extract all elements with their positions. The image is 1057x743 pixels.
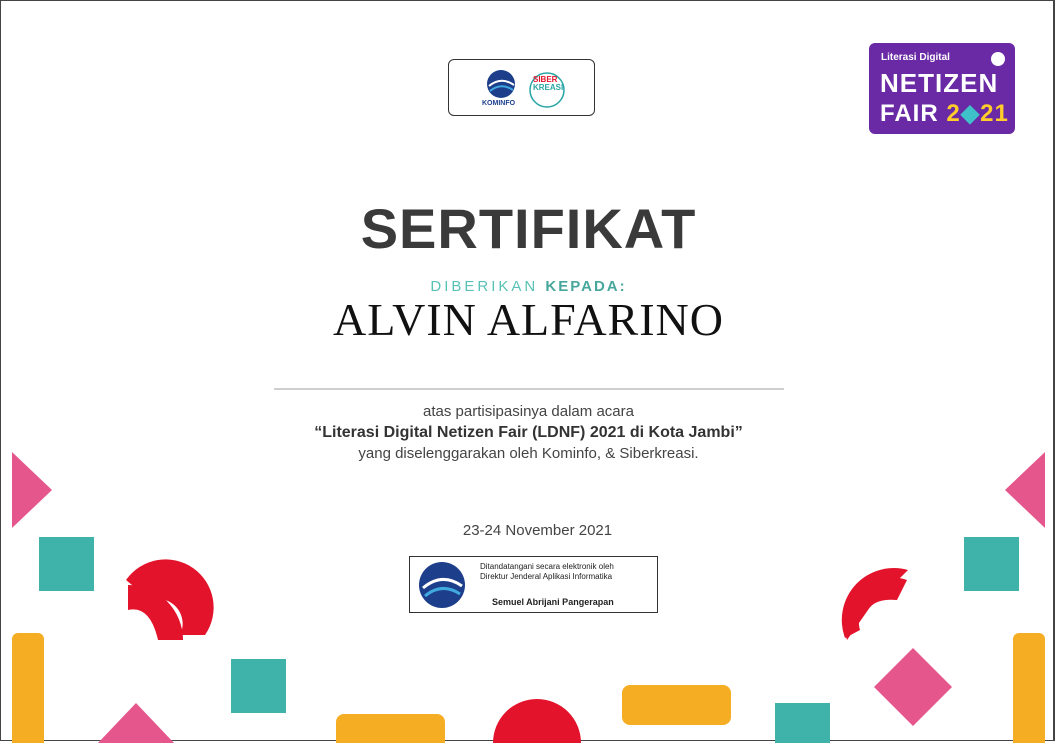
teal-square-right xyxy=(964,537,1019,591)
badge-subtitle: Literasi Digital xyxy=(881,52,950,63)
event-badge xyxy=(869,43,1015,134)
badge-year-b: 21 xyxy=(980,100,1009,127)
kominfo-label: KOMINFO xyxy=(482,100,516,107)
siberkreasi-logo xyxy=(533,76,563,92)
yellow-bar-right-edge xyxy=(1013,633,1045,743)
certificate-title: SERTIFIKAT xyxy=(360,197,697,260)
given-bold: KEPADA: xyxy=(545,278,627,295)
teal-square-left xyxy=(39,537,94,591)
red-semicircle-bottom xyxy=(493,699,581,743)
given-prefix: DIBERIKAN xyxy=(430,278,539,295)
badge-netizen: NETIZEN xyxy=(880,68,999,98)
signatory-name: Semuel Abrijani Pangerapan xyxy=(492,597,614,607)
signature-line-1: Ditandatangani secara elektronik oleh xyxy=(480,562,614,571)
teal-square-bottom-right xyxy=(775,703,830,743)
yellow-bar-left xyxy=(12,633,44,743)
badge-partner-icon xyxy=(991,52,1005,66)
pink-triangle-left xyxy=(12,452,52,528)
pink-triangle-bottom xyxy=(98,703,174,743)
recipient-name: ALVIN ALFARINO xyxy=(333,294,724,345)
yellow-bar-bottom xyxy=(336,714,445,743)
divider xyxy=(274,388,784,390)
pink-diamond-right xyxy=(874,648,952,726)
badge-year-a: 2 xyxy=(946,100,961,127)
badge-fair-word: FAIR xyxy=(880,100,939,127)
yellow-bar-right xyxy=(622,685,731,725)
participation-line: atas partisipasinya dalam acara xyxy=(423,403,634,420)
badge-fair xyxy=(880,100,1009,128)
organizer-line: yang diselenggarakan oleh Kominfo, & Siberkreasi. xyxy=(358,445,699,462)
diamond-icon: ◆ xyxy=(960,100,981,127)
decorative-shapes xyxy=(0,440,1057,743)
event-date: 23-24 November 2021 xyxy=(462,522,613,539)
signature-line-2: Direktur Jenderal Aplikasi Informatika xyxy=(480,572,613,581)
event-name: “Literasi Digital Netizen Fair (LDNF) 2021 di Kota Jambi” xyxy=(314,424,743,441)
pink-triangle-right xyxy=(1005,452,1045,528)
kominfo-logo xyxy=(484,68,518,100)
kreasi-label: KREASI xyxy=(533,83,564,92)
teal-square-mid-left xyxy=(231,659,286,713)
siber-label: SIBER xyxy=(533,75,558,84)
partner-logos xyxy=(448,59,595,116)
